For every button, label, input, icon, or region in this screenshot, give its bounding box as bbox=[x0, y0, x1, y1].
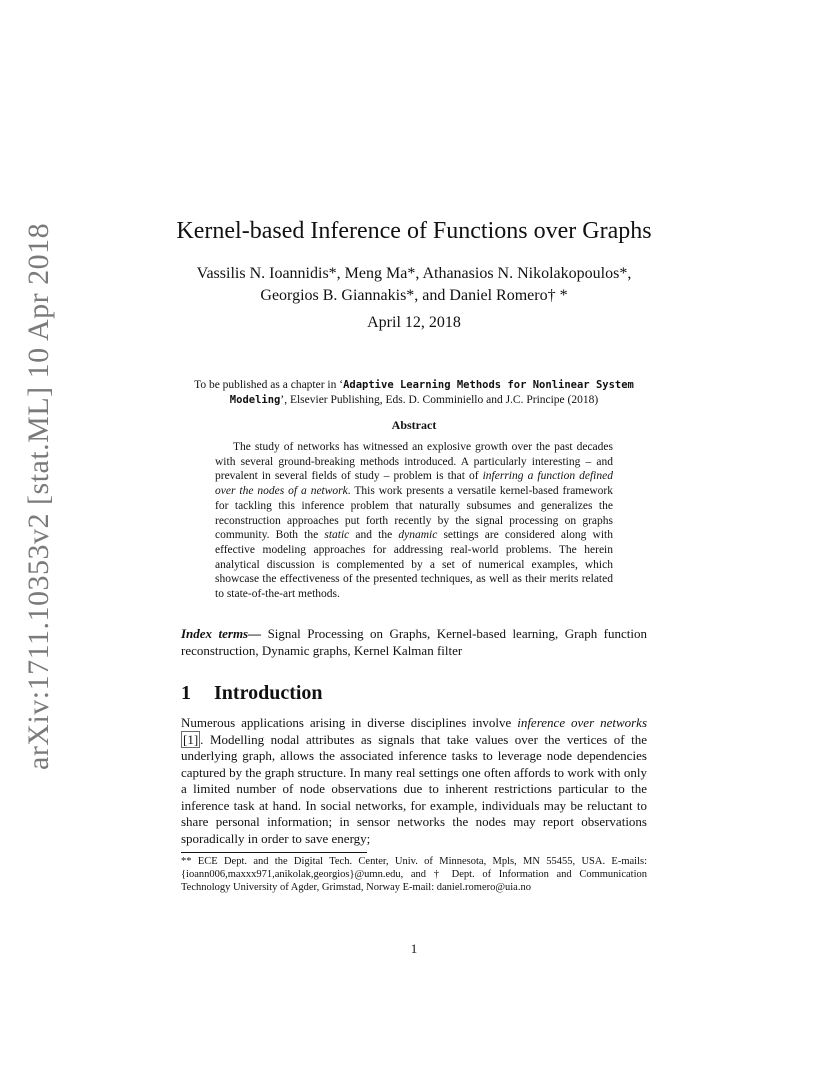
index-terms bbox=[181, 626, 647, 659]
index-terms-text: Signal Processing on Graphs, Kernel-based learning, Graph function reconstruction, Dynamic graphs, Kernel Kalman filter bbox=[181, 626, 647, 658]
footnote-rule bbox=[181, 852, 367, 853]
paper-title: Kernel-based Inference of Functions over Graphs bbox=[176, 218, 652, 244]
intro-emphasis: inference over networks bbox=[517, 715, 648, 730]
publication-note bbox=[180, 378, 648, 408]
abstract-emphasis: inferring a function defined over the nodes of a network bbox=[215, 470, 613, 498]
section-heading bbox=[181, 682, 323, 705]
section-title: Introduction bbox=[214, 682, 323, 704]
author-list bbox=[0, 263, 828, 307]
abstract-emphasis: dynamic bbox=[398, 529, 438, 542]
paper-date: April 12, 2018 bbox=[367, 314, 461, 331]
author-line-2: Georgios B. Giannakis*, and Daniel Romero† * bbox=[260, 287, 568, 304]
abstract-text: The study of networks has witnessed an explosive growth over the past decades with several ground-breaking methods introduced. A particularly interesting – and prevalent in several fields of study – problem is that of bbox=[215, 441, 613, 483]
introduction-paragraph bbox=[181, 715, 647, 847]
author-line-1: Vassilis N. Ioannidis*, Meng Ma*, Athanasios N. Nikolakopoulos*, bbox=[196, 265, 632, 282]
intro-text: Numerous applications arising in diverse disciplines involve bbox=[181, 715, 518, 730]
abstract-text: . This work presents a versatile kernel-based framework for tackling this inference problem that naturally subsumes and generalizes the reconstruction approaches put forth recently by the signal processing on graphs community. Both the bbox=[215, 485, 613, 542]
intro-text: . Modelling nodal attributes as signals that take values over the vertices of the underlying graph, allows the associated inference tasks to leverage node dependencies captured by the graph structure. In many real settings one often affords to work with only a limited number of node observations due to inherent restrictions particular to the inference task at hand. In social networks, for example, individuals may be reluctant to share personal information; in sensor networks the nodes may report observations sporadically in order to save energy; bbox=[181, 731, 647, 846]
index-terms-label: Index terms— bbox=[181, 626, 262, 641]
abstract-text: and the bbox=[349, 529, 399, 542]
publication-note-suffix: ’, Elsevier Publishing, Eds. D. Comminiello and J.C. Principe (2018) bbox=[280, 394, 599, 406]
abstract-body bbox=[215, 440, 613, 602]
publication-note-prefix: To be published as a chapter in ‘ bbox=[194, 379, 344, 391]
abstract-emphasis: static bbox=[324, 529, 350, 542]
arxiv-identifier: arXiv:1711.10353v2 [stat.ML] 10 Apr 2018 bbox=[22, 222, 55, 770]
abstract-text: settings are considered along with effective modeling approaches for addressing real-world problems. The herein analytical discussion is complemented by a set of numerical examples, which showcase the effectiveness of the presented techniques, as well as their merits related to state-of-the-art methods. bbox=[215, 529, 613, 601]
publication-book-title: Adaptive Learning Methods for Nonlinear System Modeling bbox=[229, 379, 634, 406]
page-number: 1 bbox=[410, 941, 418, 956]
section-number: 1 bbox=[181, 682, 191, 704]
abstract-heading: Abstract bbox=[391, 418, 437, 432]
citation-link[interactable]: [1] bbox=[183, 731, 199, 747]
footnote: ** ECE Dept. and the Digital Tech. Center, Univ. of Minnesota, Mpls, MN 55455, USA. E-mails:{ioann006,maxxx971,anikolak,georgios}@umn.edu, and † Dept. of Information and Communication Technology University of Agder, Grimstad, Norway E-mail: daniel.romero@uia.no bbox=[181, 856, 647, 893]
